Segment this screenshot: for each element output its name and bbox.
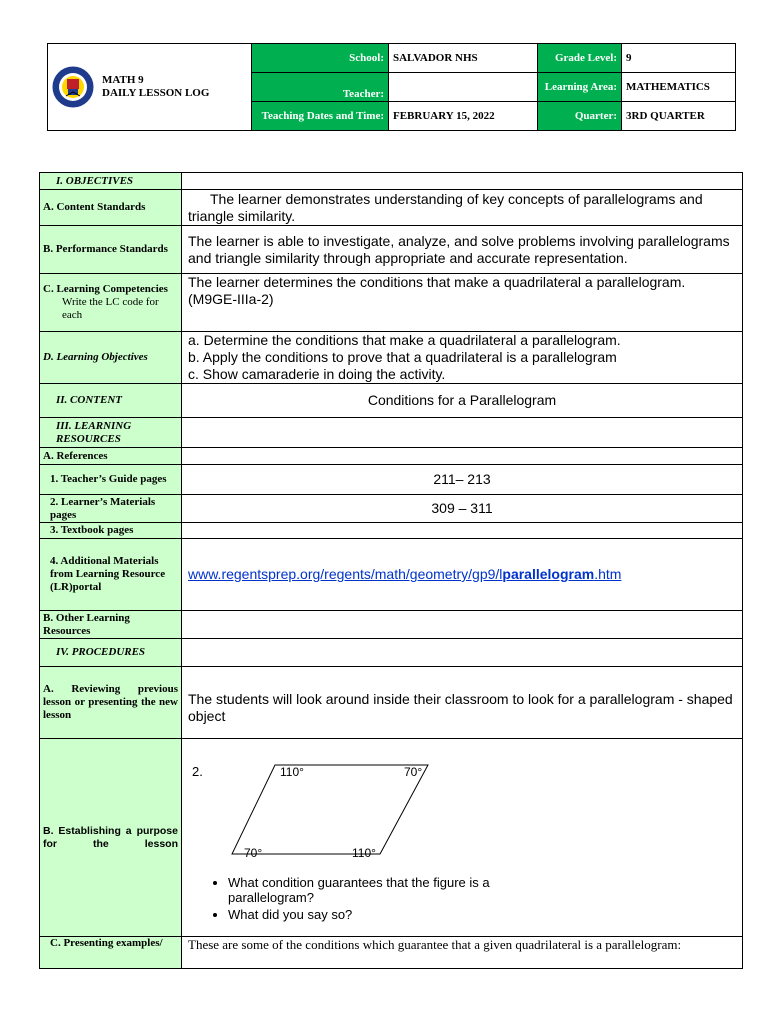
teacher-label: Teacher:	[252, 73, 389, 102]
competencies-sub: Write the LC code for each	[62, 296, 159, 321]
objective-c: c. Show camaraderie in doing the activity.	[188, 366, 446, 382]
resources-heading: III. LEARNING RESOURCES	[40, 418, 182, 448]
lr-portal-link[interactable]	[182, 539, 743, 611]
link-bold[interactable]: parallelogram	[502, 566, 595, 582]
angle-bottom-left: 70°	[244, 846, 263, 860]
content-standards-text: The learner demonstrates understanding of key concepts of parallelograms and triangle similarity.	[182, 190, 743, 226]
purpose-content	[182, 739, 743, 937]
area-value: MATHEMATICS	[622, 73, 736, 102]
objectives-heading: I. OBJECTIVES	[40, 173, 182, 190]
angle-bottom-right: 110°	[352, 846, 376, 860]
performance-standards-text: The learner is able to investigate, analyze, and solve problems involving parallelograms and triangle similarity through appropriate and accurate representation.	[182, 226, 743, 274]
parallelogram-figure	[228, 759, 488, 859]
lm-pages-label: 2. Learner’s Materials pages	[40, 495, 182, 523]
other-resources-label: B. Other Learning Resources	[40, 611, 182, 639]
presenting-text: These are some of the conditions which guarantee that a given quadrilateral is a parallelogram:	[182, 937, 743, 969]
reviewing-text: The students will look around inside their classroom to look for a parallelogram - shaped object	[182, 667, 743, 739]
question-1: • What condition guarantees that the figure is a parallelogram?	[228, 875, 538, 905]
school-value: SALVADOR NHS	[389, 44, 538, 73]
tg-pages-label: 1. Teacher’s Guide pages	[40, 465, 182, 495]
quarter-value: 3RD QUARTER	[622, 102, 736, 131]
learning-objectives-label: D. Learning Objectives	[40, 332, 182, 384]
item-number: 2.	[192, 764, 203, 779]
lesson-table	[39, 172, 743, 969]
references-label: A. References	[40, 448, 182, 465]
teacher-value	[389, 73, 538, 102]
objective-b: b. Apply the conditions to prove that a quadrilateral is a parallelogram	[188, 349, 617, 365]
log-title: DAILY LESSON LOG	[102, 87, 210, 99]
purpose-label: B. Establishing a purpose for the lesson	[40, 739, 182, 937]
content-text: Conditions for a Parallelogram	[182, 384, 743, 418]
competencies-text: The learner determines the conditions that make a quadrilateral a parallelogram. (M9GE-IIIa-2)	[182, 274, 743, 332]
question-2: • What did you say so?	[228, 907, 538, 922]
link-suffix[interactable]: .htm	[594, 566, 622, 582]
performance-standards-label: B. Performance Standards	[40, 226, 182, 274]
textbook-pages-label: 3. Textbook pages	[40, 523, 182, 539]
angle-top-left: 110°	[280, 765, 304, 779]
competencies-cell	[40, 274, 182, 332]
dates-value: FEBRUARY 15, 2022	[389, 102, 538, 131]
quarter-label: Quarter:	[538, 102, 622, 131]
presenting-label: C. Presenting examples/	[40, 937, 182, 969]
content-heading: II. CONTENT	[40, 384, 182, 418]
learning-objectives-list	[182, 332, 743, 384]
lm-pages-value: 309 – 311	[182, 495, 743, 523]
tg-pages-value: 211– 213	[182, 465, 743, 495]
school-label: School:	[252, 44, 389, 73]
dates-label: Teaching Dates and Time:	[252, 102, 389, 131]
subject-title: MATH 9	[102, 74, 144, 86]
header-logo-cell	[48, 44, 252, 131]
area-label: Learning Area:	[538, 73, 622, 102]
grade-label: Grade Level:	[538, 44, 622, 73]
competencies-label: C. Learning Competencies	[43, 283, 168, 295]
angle-top-right: 70°	[404, 765, 423, 779]
deped-seal-icon	[52, 66, 94, 108]
additional-materials-label: 4. Additional Materials from Learning Resource (LR)portal	[40, 539, 182, 611]
reviewing-label: A. Reviewing previous lesson or presenting the new lesson	[40, 667, 182, 739]
content-standards-label: A. Content Standards	[40, 190, 182, 226]
procedures-heading: IV. PROCEDURES	[40, 639, 182, 667]
link-prefix[interactable]: www.regentsprep.org/regents/math/geometry/gp9/l	[188, 566, 503, 582]
question-list	[188, 875, 538, 922]
header-table	[47, 43, 736, 131]
objective-a: a. Determine the conditions that make a quadrilateral a parallelogram.	[188, 332, 621, 348]
grade-value: 9	[622, 44, 736, 73]
